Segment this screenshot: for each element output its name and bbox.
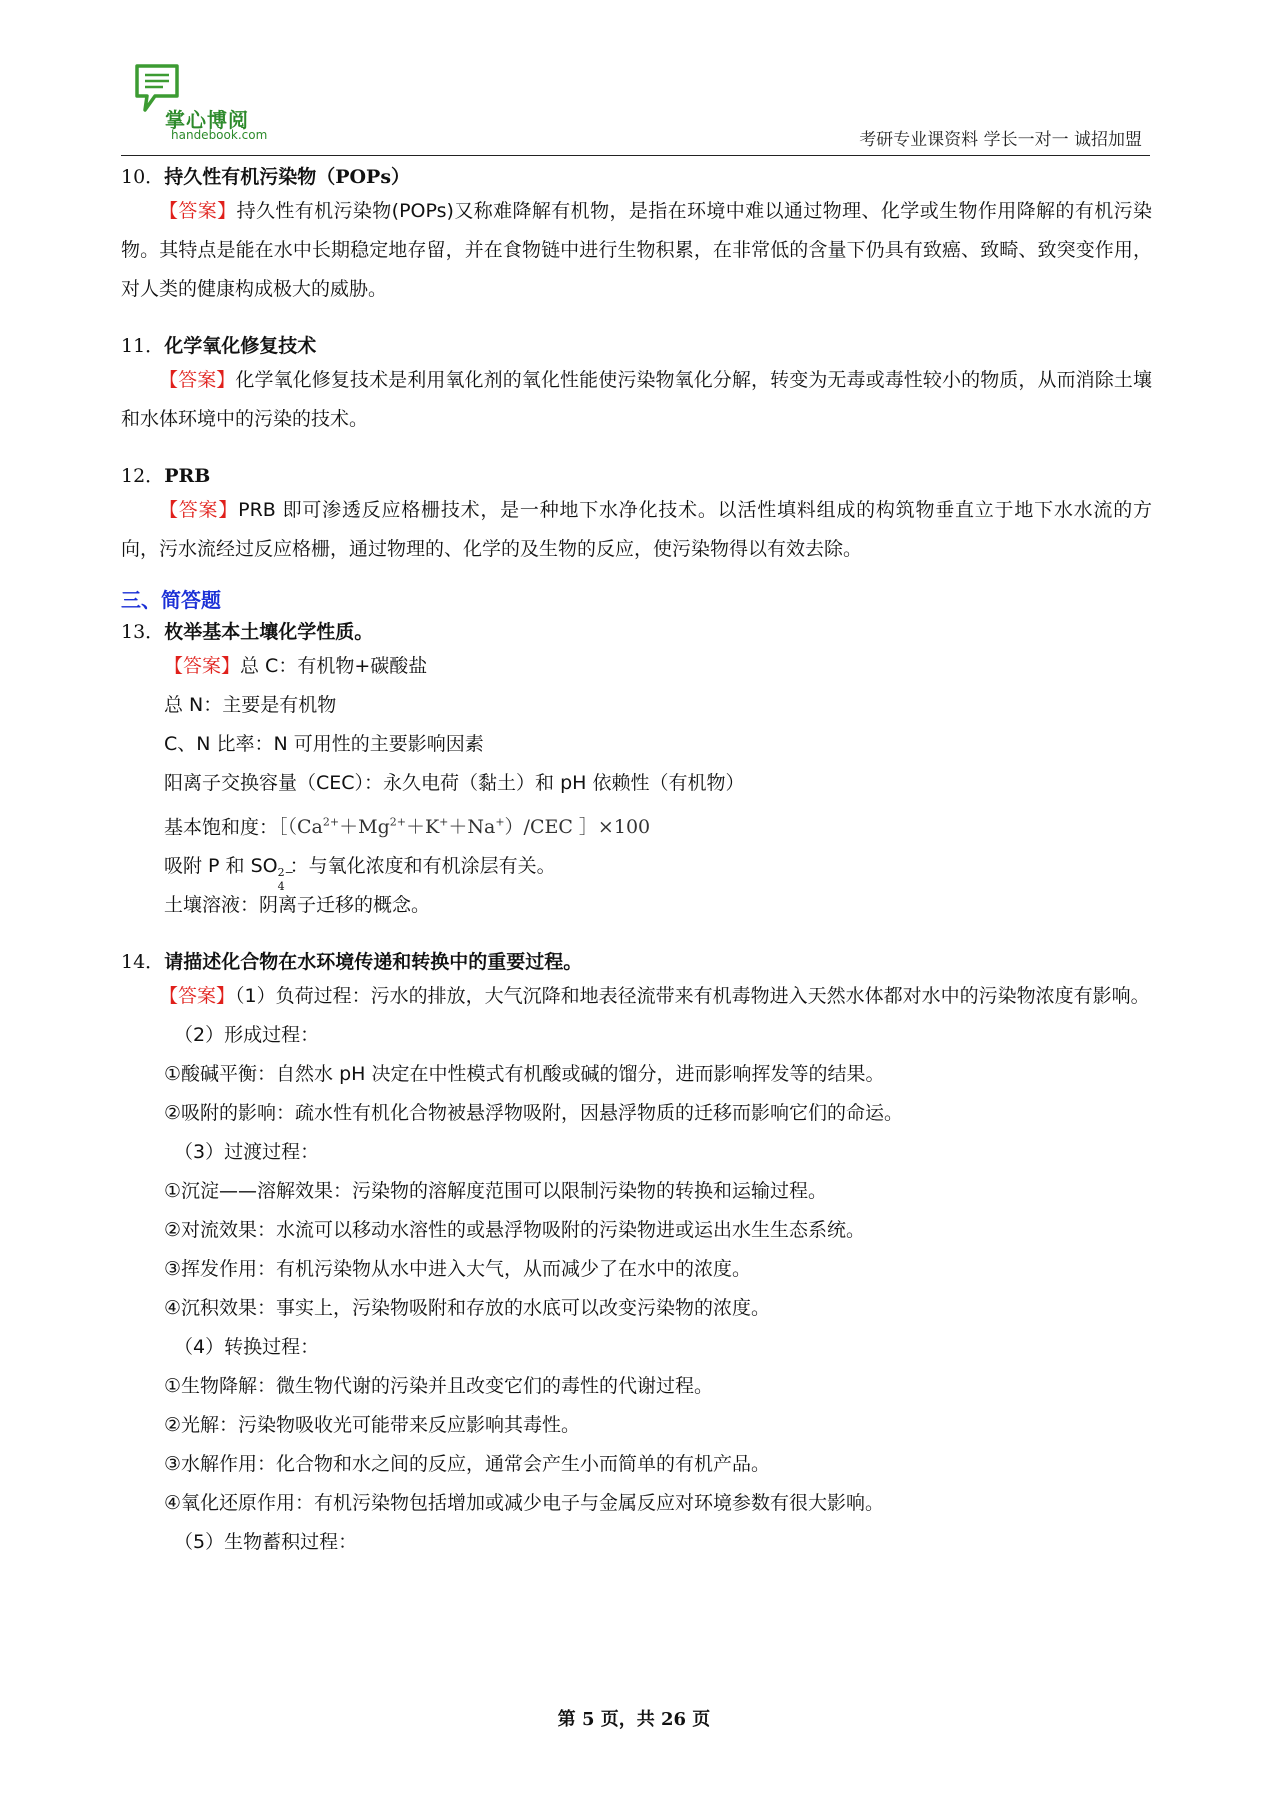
question-13-title: 13．枚举基本土壤化学性质。 [121, 621, 374, 643]
header-divider [121, 155, 1150, 156]
question-14-step-4-item-2: ②光解：污染物吸收光可能带来反应影响其毒性。 [164, 1414, 581, 1437]
question-14-step-2-item-2: ②吸附的影响：疏水性有机化合物被悬浮物吸附，因悬浮物质的迁移而影响它们的命运。 [164, 1102, 904, 1125]
question-14-step-3-item-3: ③挥发作用：有机污染物从水中进入大气，从而减少了在水中的浓度。 [164, 1258, 752, 1281]
question-13-answer-line-3: C、N 比率：N 可用性的主要影响因素 [164, 733, 484, 755]
section-heading-short-answer: 三、简答题 [121, 588, 221, 612]
question-14-answer-intro: 【答案】（1）负荷过程：污水的排放，大气沉降和地表径流带来有机毒物进入天然水体都对水中的污染物浓度有影响。 [159, 985, 1150, 1008]
question-14-step-3-item-1: ①沉淀——溶解效果：污染物的溶解度范围可以限制污染物的转换和运输过程。 [164, 1180, 828, 1203]
handebook-logo [133, 62, 283, 152]
question-13-answer-line-2: 总 N：主要是有机物 [164, 694, 337, 716]
question-10-title: 10．持久性有机污染物（POPs） [121, 166, 411, 188]
answer-tag: 【答案】 [159, 985, 236, 1008]
question-14-step-2-item-1: ①酸碱平衡：自然水 pH 决定在中性模式有机酸或碱的馏分，进而影响挥发等的结果。 [164, 1063, 885, 1086]
header-tagline: 考研专业课资料 学长一对一 诚招加盟 [859, 130, 1142, 150]
question-14-step-3-item-2: ②对流效果：水流可以移动水溶性的或悬浮物吸附的污染物进或运出水生生态系统。 [164, 1219, 866, 1242]
question-13-answer-line-4: 阳离子交换容量（CEC）：永久电荷（黏土）和 pH 依赖性（有机物） [164, 772, 745, 794]
logo-brand-name: 掌心博阅 [165, 108, 249, 132]
question-13-answer-line-6: 吸附 P 和 SO 2− 4 ：与氧化浓度和有机涂层有关。 [164, 855, 556, 894]
answer-tag: 【答案】 [164, 655, 241, 677]
document-body [121, 162, 1152, 1562]
question-11-answer: 【答案】化学氧化修复技术是利用氧化剂的氧化性能使污染物氧化分解，转变为无毒或毒性较小的物质，从而消除土壤和水体环境中的污染的技术。 [121, 369, 1152, 430]
page-number: 第 5 页，共 26 页 [557, 1709, 711, 1730]
question-13-answer-line-5: 基本饱和度：$[(Ca^{2+}+Mg^{2+}+K^++Na^+)$/CEC ］×100 [164, 816, 651, 839]
question-14-step-4: （4）转换过程： [174, 1336, 320, 1359]
question-14-title: 14．请描述化合物在水环境传递和转换中的重要过程。 [121, 951, 583, 974]
question-14-step-5: （5）生物蓄积过程： [174, 1531, 358, 1554]
question-13-answer-line-1: 【答案】总 C：有机物+碳酸盐 [164, 655, 428, 677]
question-14-step-2: （2）形成过程： [174, 1024, 320, 1047]
question-13-answer-line-7: 土壤溶液：阴离子迁移的概念。 [164, 894, 431, 917]
question-11-title: 11．化学氧化修复技术 [121, 335, 317, 357]
base-saturation-formula: $[(Ca^{2+}+Mg^{2+}+K^++Na^+)$/CEC ］×100 [278, 816, 651, 839]
question-14-step-4-item-3: ③水解作用：化合物和水之间的反应，通常会产生小而简单的有机产品。 [164, 1453, 771, 1476]
answer-tag: 【答案】 [159, 369, 236, 391]
question-14-step-4-item-4: ④氧化还原作用：有机污染物包括增加或减少电子与金属反应对环境参数有很大影响。 [164, 1492, 885, 1515]
question-14-step-3: （3）过渡过程： [174, 1141, 320, 1164]
answer-tag: 【答案】 [159, 499, 239, 521]
question-14-step-4-item-1: ①生物降解：微生物代谢的污染并且改变它们的毒性的代谢过程。 [164, 1375, 714, 1398]
question-12-title: 12．PRB [121, 465, 211, 487]
answer-tag: 【答案】 [159, 200, 237, 222]
logo-url: handebook.com [171, 128, 268, 142]
question-14-step-3-item-4: ④沉积效果：事实上，污染物吸附和存放的水底可以改变污染物的浓度。 [164, 1297, 771, 1320]
question-12-answer: 【答案】PRB 即可渗透反应格栅技术，是一种地下水净化技术。以活性填料组成的构筑物垂直立于地下水水流的方向，污水流经过反应格栅，通过物理的、化学的及生物的反应，使污染物得以有效去除。 [121, 499, 1152, 560]
question-10-answer: 【答案】持久性有机污染物(POPs)又称难降解有机物，是指在环境中难以通过物理、化学或生物作用降解的有机污染物。其特点是能在水中长期稳定地存留，并在食物链中进行生物积累，在非常低的含量下仍具有致癌、致畸、致突变作用，对人类的健康构成极大的威胁。 [121, 200, 1152, 300]
